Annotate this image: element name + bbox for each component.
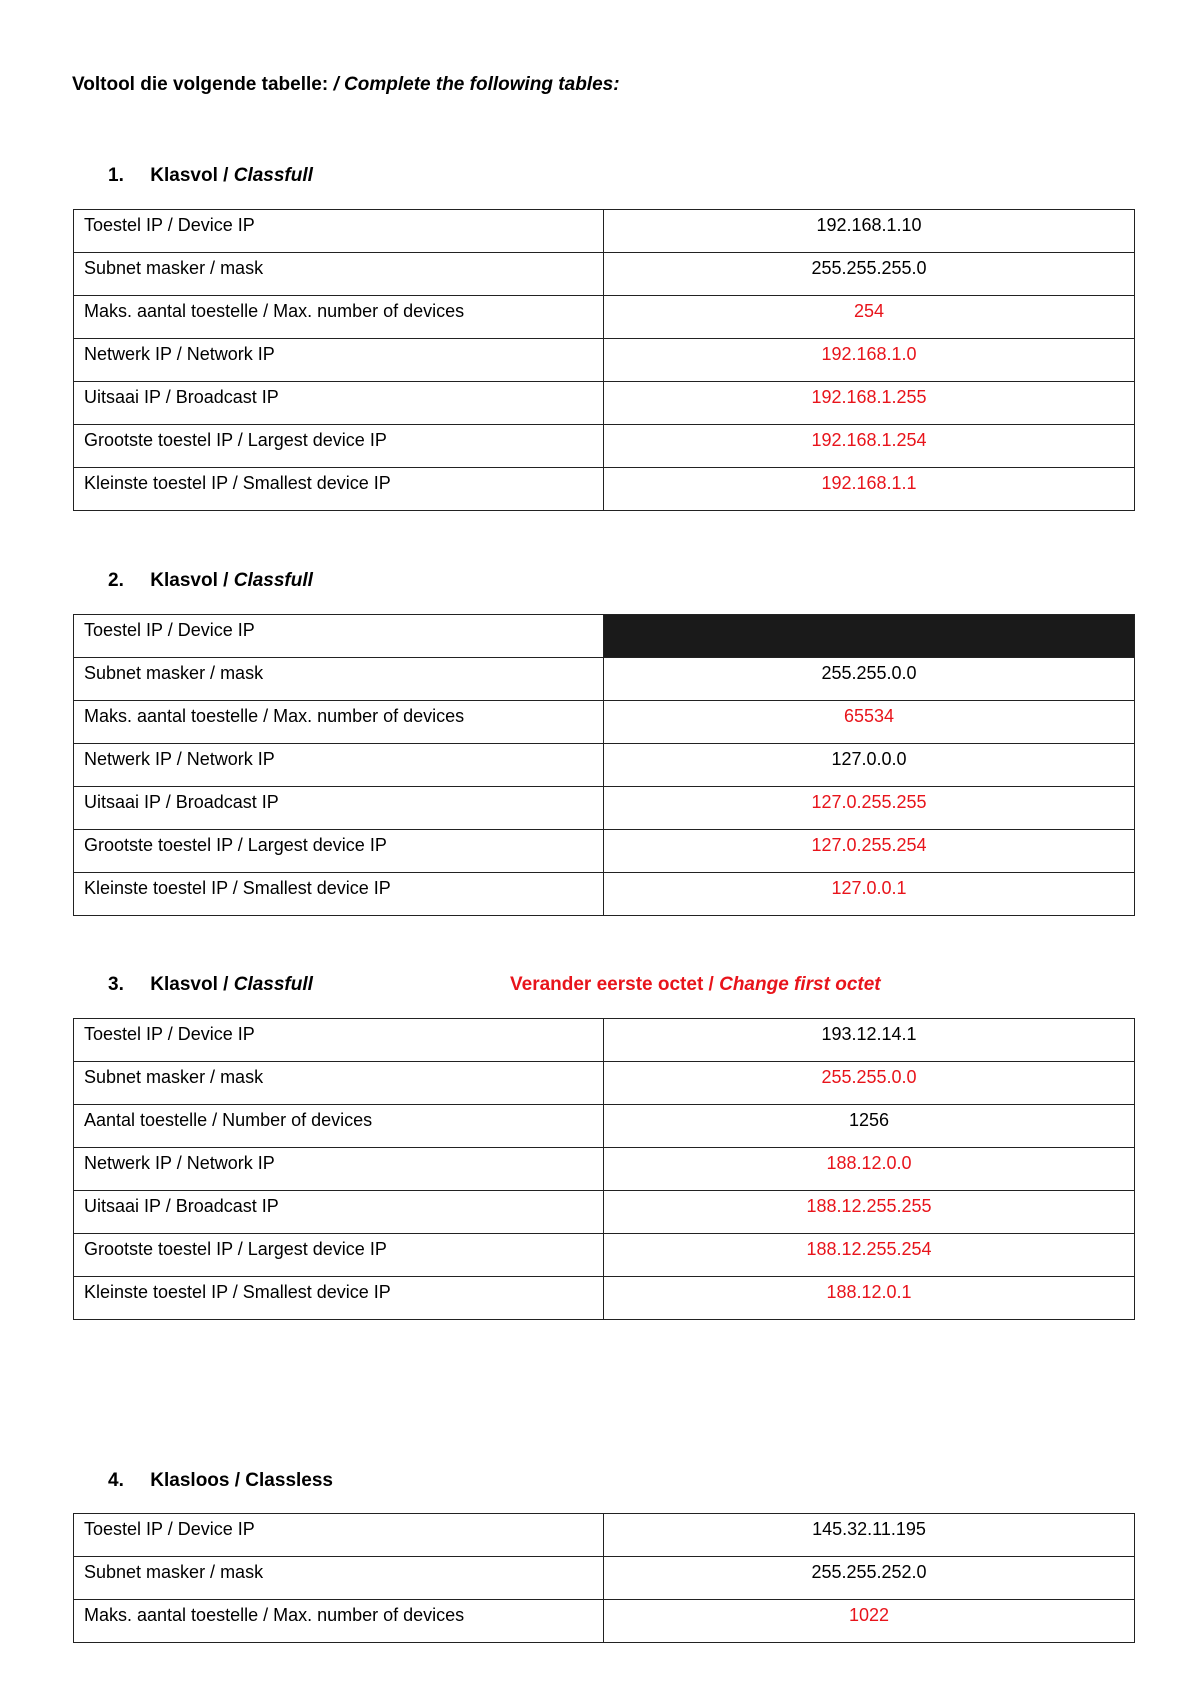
row-label: Maks. aantal toestelle / Max. number of devices [74, 296, 604, 339]
row-value: 192.168.1.254 [604, 425, 1135, 468]
row-value: 188.12.255.255 [604, 1191, 1135, 1234]
row-value: 255.255.252.0 [604, 1557, 1135, 1600]
row-value: 192.168.1.10 [604, 210, 1135, 253]
row-value: 188.12.255.254 [604, 1234, 1135, 1277]
section-title: Klasloos / Classless [150, 1470, 333, 1491]
table-row [74, 1019, 1135, 1062]
table-row [74, 382, 1135, 425]
row-label: Toestel IP / Device IP [74, 1019, 604, 1062]
table-row [74, 468, 1135, 511]
row-value: 1256 [604, 1105, 1135, 1148]
row-value: 127.0.0.1 [604, 873, 1135, 916]
table-row [74, 615, 1135, 658]
row-label: Toestel IP / Device IP [74, 615, 604, 658]
section-note [510, 974, 881, 996]
table-row [74, 210, 1135, 253]
row-label: Maks. aantal toestelle / Max. number of devices [74, 1600, 604, 1643]
row-value: 127.0.0.0 [604, 744, 1135, 787]
row-value: 127.0.255.255 [604, 787, 1135, 830]
row-label: Maks. aantal toestelle / Max. number of devices [74, 701, 604, 744]
section-heading-3 [108, 974, 313, 996]
table-row [74, 744, 1135, 787]
table-row [74, 253, 1135, 296]
section-number: 3. [108, 974, 124, 995]
table-row [74, 1277, 1135, 1320]
ip-table-3 [73, 1018, 1135, 1320]
table-row [74, 873, 1135, 916]
row-label: Netwerk IP / Network IP [74, 339, 604, 382]
row-label: Kleinste toestel IP / Smallest device IP [74, 468, 604, 511]
note-text-italic: Change first octet [719, 974, 881, 995]
row-label: Toestel IP / Device IP [74, 210, 604, 253]
row-label: Grootste toestel IP / Largest device IP [74, 830, 604, 873]
row-label: Subnet masker / mask [74, 1062, 604, 1105]
table-row [74, 830, 1135, 873]
ip-table-1 [73, 209, 1135, 511]
row-value: 193.12.14.1 [604, 1019, 1135, 1062]
section-title: Klasvol / [150, 570, 229, 591]
row-value: 255.255.255.0 [604, 253, 1135, 296]
table-row [74, 701, 1135, 744]
row-value: 255.255.0.0 [604, 658, 1135, 701]
table-row [74, 339, 1135, 382]
row-label: Uitsaai IP / Broadcast IP [74, 382, 604, 425]
redacted-value [604, 615, 1135, 658]
row-label: Netwerk IP / Network IP [74, 1148, 604, 1191]
row-value: 192.168.1.1 [604, 468, 1135, 511]
row-value: 254 [604, 296, 1135, 339]
table-row [74, 1191, 1135, 1234]
row-value: 192.168.1.0 [604, 339, 1135, 382]
row-label: Toestel IP / Device IP [74, 1514, 604, 1557]
row-value: 188.12.0.0 [604, 1148, 1135, 1191]
table-row [74, 425, 1135, 468]
page-intro [72, 74, 620, 96]
row-label: Uitsaai IP / Broadcast IP [74, 1191, 604, 1234]
section-heading-2 [108, 570, 313, 592]
section-title: Klasvol / [150, 974, 229, 995]
ip-table-2 [73, 614, 1135, 916]
table-row [74, 787, 1135, 830]
section-number: 2. [108, 570, 124, 591]
intro-text: Voltool die volgende tabelle: [72, 74, 329, 95]
table-row [74, 1148, 1135, 1191]
row-label: Subnet masker / mask [74, 253, 604, 296]
row-value: 145.32.11.195 [604, 1514, 1135, 1557]
row-value: 1022 [604, 1600, 1135, 1643]
section-title-italic: Classfull [233, 570, 313, 591]
row-label: Grootste toestel IP / Largest device IP [74, 1234, 604, 1277]
table-row [74, 1557, 1135, 1600]
row-value: 65534 [604, 701, 1135, 744]
intro-text-italic: / Complete the following tables: [333, 74, 620, 95]
row-label: Netwerk IP / Network IP [74, 744, 604, 787]
note-text: Verander eerste octet / [510, 974, 714, 995]
section-heading-1 [108, 165, 313, 187]
table-row [74, 1062, 1135, 1105]
table-row [74, 1234, 1135, 1277]
table-row [74, 658, 1135, 701]
section-title-italic: Classfull [233, 974, 313, 995]
row-label: Uitsaai IP / Broadcast IP [74, 787, 604, 830]
table-row [74, 1514, 1135, 1557]
row-label: Subnet masker / mask [74, 658, 604, 701]
ip-table-4 [73, 1513, 1135, 1643]
table-row [74, 1105, 1135, 1148]
row-label: Aantal toestelle / Number of devices [74, 1105, 604, 1148]
table-row [74, 1600, 1135, 1643]
row-value: 255.255.0.0 [604, 1062, 1135, 1105]
table-row [74, 296, 1135, 339]
row-value: 188.12.0.1 [604, 1277, 1135, 1320]
section-title-italic: Classfull [233, 165, 313, 186]
section-number: 1. [108, 165, 124, 186]
row-label: Subnet masker / mask [74, 1557, 604, 1600]
section-title: Klasvol / [150, 165, 229, 186]
row-label: Kleinste toestel IP / Smallest device IP [74, 873, 604, 916]
section-number: 4. [108, 1470, 124, 1491]
row-label: Kleinste toestel IP / Smallest device IP [74, 1277, 604, 1320]
row-label: Grootste toestel IP / Largest device IP [74, 425, 604, 468]
section-heading-4 [108, 1470, 333, 1492]
row-value: 192.168.1.255 [604, 382, 1135, 425]
row-value: 127.0.255.254 [604, 830, 1135, 873]
